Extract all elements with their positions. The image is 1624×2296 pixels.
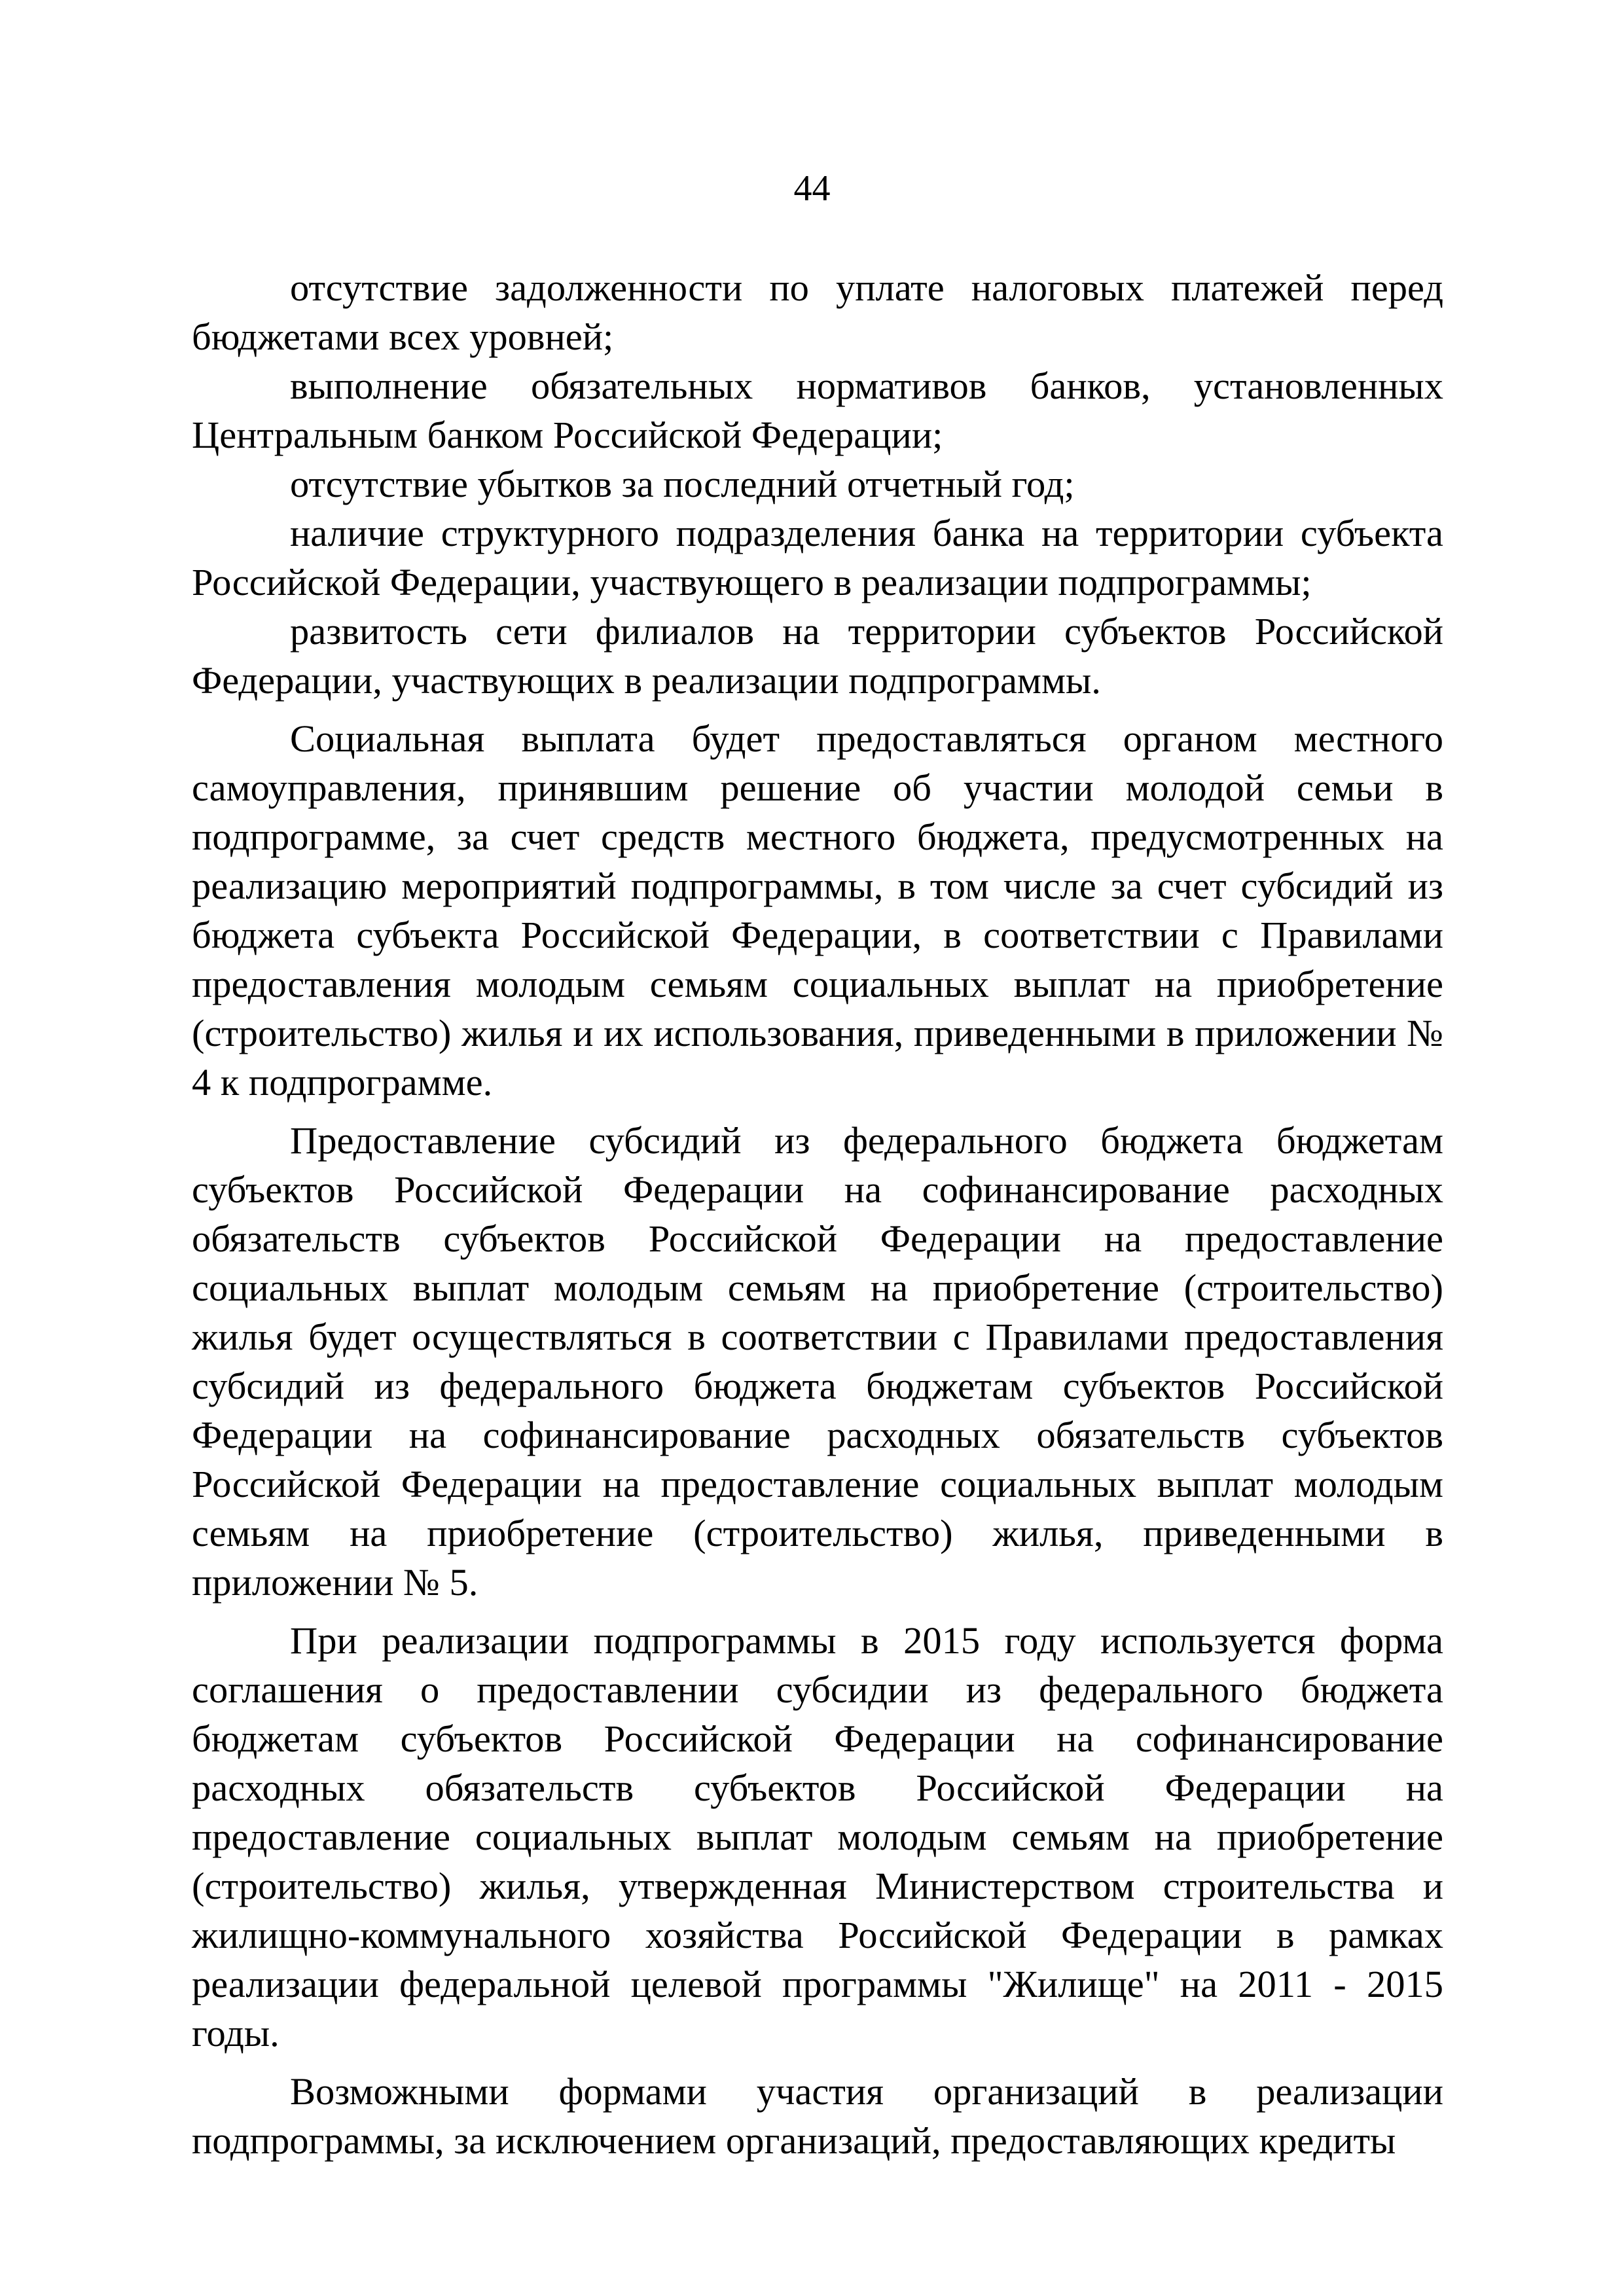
paragraph-structural-unit: наличие структурного подразделения банка на территории субъекта Российской Федерации, участвующего в реализации подпрограммы;: [192, 512, 1443, 603]
paragraph-agreement-form: При реализации подпрограммы в 2015 году используется форма соглашения о предоставлении субсидии из федерального бюджета бюджетам субъектов Российской Федерации на софинансирование расходных обязательств субъектов Российской Федерации на предоставление социальных выплат молодым семьям на приобретение (строительство) жилья, утвержденная Министерством строительства и жилищно-коммунального хозяйства Российской Федерации в рамках реализации федеральной целевой программы "Жилище" на 2011 - 2015 годы.: [192, 1619, 1443, 2054]
paragraph-social-payment: Социальная выплата будет предоставляться органом местного самоуправления, принявшим решение об участии молодой семьи в подпрограмме, за счет средств местного бюджета, предусмотренных на реализацию мероприятий подпрограммы, в том числе за счет субсидий из бюджета субъекта Российской Федерации, в соответствии с Правилами предоставления молодым семьям социальных выплат на приобретение (строительство) жилья и их использования, приведенными в приложении № 4 к подпрограмме.: [192, 717, 1443, 1103]
paragraph-federal-subsidies: Предоставление субсидий из федерального бюджета бюджетам субъектов Российской Федерации на софинансирование расходных обязательств субъектов Российской Федерации на предоставление социальных выплат молодым семьям на приобретение (строительство) жилья будет осуществляться в соответствии с Правилами предоставления субсидий из федерального бюджета бюджетам субъектов Российской Федерации на софинансирование расходных обязательств субъектов Российской Федерации на предоставление социальных выплат молодым семьям на приобретение (строительство) жилья, приведенными в приложении № 5.: [192, 1119, 1443, 1604]
document-body: [192, 263, 1443, 2165]
paragraph-branch-network: развитость сети филиалов на территории субъектов Российской Федерации, участвующих в реализации подпрограммы.: [192, 610, 1443, 702]
paragraph-tax-debt: отсутствие задолженности по уплате налоговых платежей перед бюджетами всех уровней;: [192, 266, 1443, 358]
paragraph-participation-forms: Возможными формами участия организаций в реализации подпрограммы, за исключением организаций, предоставляющих кредиты: [192, 2070, 1443, 2162]
page-number: 44: [793, 168, 831, 209]
paragraph-bank-norms: выполнение обязательных нормативов банков, установленных Центральным банком Российской Федерации;: [192, 365, 1443, 456]
paragraph-no-losses: отсутствие убытков за последний отчетный год;: [290, 463, 1075, 505]
